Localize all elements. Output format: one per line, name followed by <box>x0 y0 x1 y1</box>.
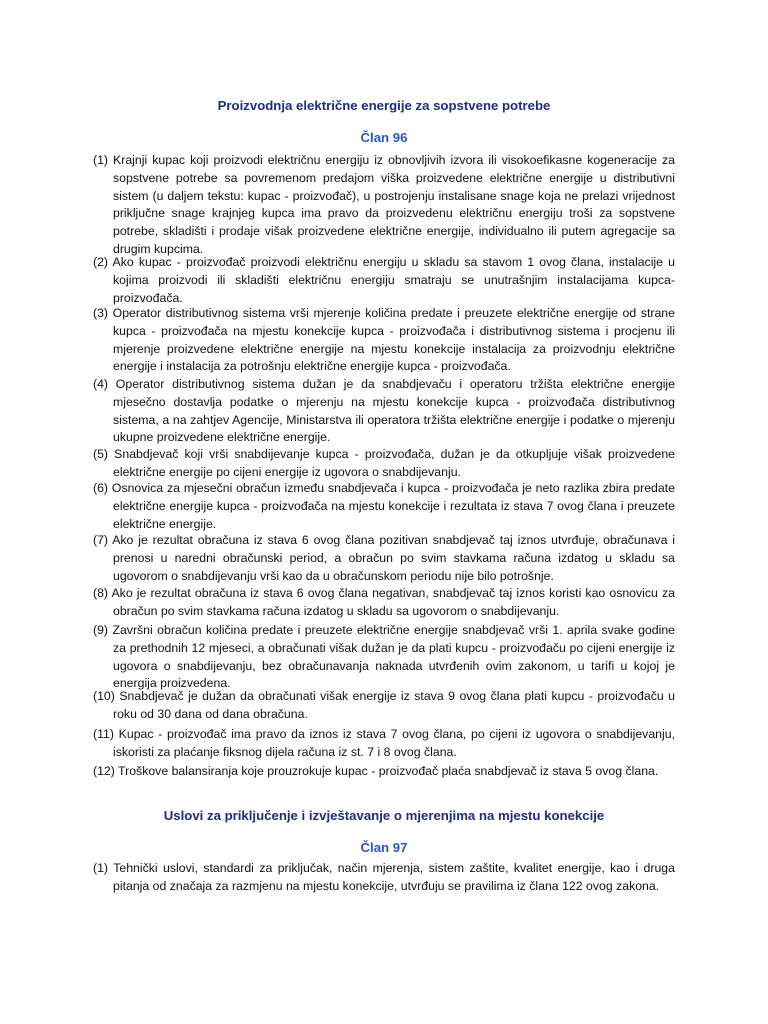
paragraph-96-9: (9) Završni obračun količina predate i preuzete električne energije snabdjevač vrši 1. aprila svake godine za prethodnih 12 mjeseci, a obračunati višak dužan je da plati kupcu - proizvođaču po cijeni energije iz ugovora o snabdijevanju, bez obračunavanja naknada utvrđenih ovim zakonom, u tarifi u kojoj je energija proizvedena. <box>93 623 675 691</box>
section-title-production: Proizvodnja električne energije za sopstvene potrebe <box>217 98 551 113</box>
paragraph-96-2: (2) Ako kupac - proizvođač proizvodi električnu energiju u skladu sa stavom 1 ovog člana, instalacije u kojima proizvodi ili skladišti električnu energiju smatraju se unutrašnjim instalacijama kupca-proizvođača. <box>93 255 675 305</box>
paragraph-96-7: (7) Ako je rezultat obračuna iz stava 6 ovog člana pozitivan snabdjevač taj iznos utvrđuje, obračunava i prenosi u naredni obračunski period, a obračun po svim stavkama računa izdatog u skladu sa ugovorom o snabdijevanju vrši kao da u obračunskom periodu nije bilo potrošnje. <box>93 533 675 583</box>
paragraph-96-10: (10) Snabdjevač je dužan da obračunati višak energije iz stava 9 ovog člana plati kupcu - proizvođaču u roku od 30 dana od dana obračuna. <box>93 689 675 721</box>
paragraph-96-4: (4) Operator distributivnog sistema dužan je da snabdjevaču i operatoru tržišta električne energije mjesečno dostavlja podatke o mjerenju na mjestu konekcije kupca - proizvođača distributivnog sistema, a na zahtjev Agencije, Ministarstva ili operatora tržišta električne energije i podatke o mjerenju ukupne proizvedene električne energije. <box>93 377 675 445</box>
paragraph-96-12: (12) Troškove balansiranja koje prouzrokuje kupac - proizvođač plaća snabdjevač iz stava 5 ovog člana. <box>93 764 659 778</box>
paragraph-96-6: (6) Osnovica za mjesečni obračun između snabdjevača i kupca - proizvođača je neto razlika zbira predate električne energije kupca - proizvođača na mjestu konekcije i rezultata iz stava 7 ovog člana i preuzete električne energije. <box>93 481 675 531</box>
article-title-96: Član 96 <box>360 130 408 145</box>
paragraph-96-5: (5) Snabdjevač koji vrši snabdijevanje kupca - proizvođača, dužan je da otkupljuje višak proizvedene električne energije po cijeni energije iz ugovora o snabdijevanju. <box>93 447 675 479</box>
paragraph-96-3: (3) Operator distributivnog sistema vrši mjerenje količina predate i preuzete električne energije od strane kupca - proizvođača na mjestu konekcije kupca - proizvođača i distributivnog sistema i procjenu ili mjerenje proizvedene električne energije na mjestu konekcije instalacija za proizvodnju električne energije i instalacija za potrošnju električne energije kupca - proizvođača. <box>93 306 675 374</box>
paragraph-96-11: (11) Kupac - proizvođač ima pravo da iznos iz stava 7 ovog člana, po cijeni iz ugovora o snabdijevanju, iskoristi za plaćanje fiksnog dijela računa iz st. 7 i 8 ovog člana. <box>93 727 675 759</box>
paragraph-97-1: (1) Tehnički uslovi, standardi za priključak, način mjerenja, sistem zaštite, kvalitet energije, kao i druga pitanja od značaja za razmjenu na mjestu konekcije, utvrđuju se pravilima iz člana 122 ovog zakona. <box>93 861 675 893</box>
section-title-connection: Uslovi za priključenje i izvještavanje o mjerenjima na mjestu konekcije <box>163 808 605 823</box>
article-title-97: Član 97 <box>360 840 408 855</box>
paragraph-96-8: (8) Ako je rezultat obračuna iz stava 6 ovog člana negativan, snabdjevač taj iznos koristi kao osnovicu za obračun po svim stavkama računa izdatog u skladu sa ugovorom o snabdijevanju. <box>93 586 675 618</box>
paragraph-96-1: (1) Krajnji kupac koji proizvodi električnu energiju iz obnovljivih izvora ili visokoefikasne kogeneracije za sopstvene potrebe sa povremenom predajom viška proizvedene električne energije u distributivni sistem (u daljem tekstu: kupac - proizvođač), u postrojenju instalisane snage koja ne prelazi vrijednost priključne snage krajnjeg kupca ima pravo da proizvedenu električnu energiju troši za sopstvene potrebe, skladišti i prodaje višak proizvedene električne energije, individualno ili putem agregacije sa drugim kupcima. <box>93 153 675 256</box>
